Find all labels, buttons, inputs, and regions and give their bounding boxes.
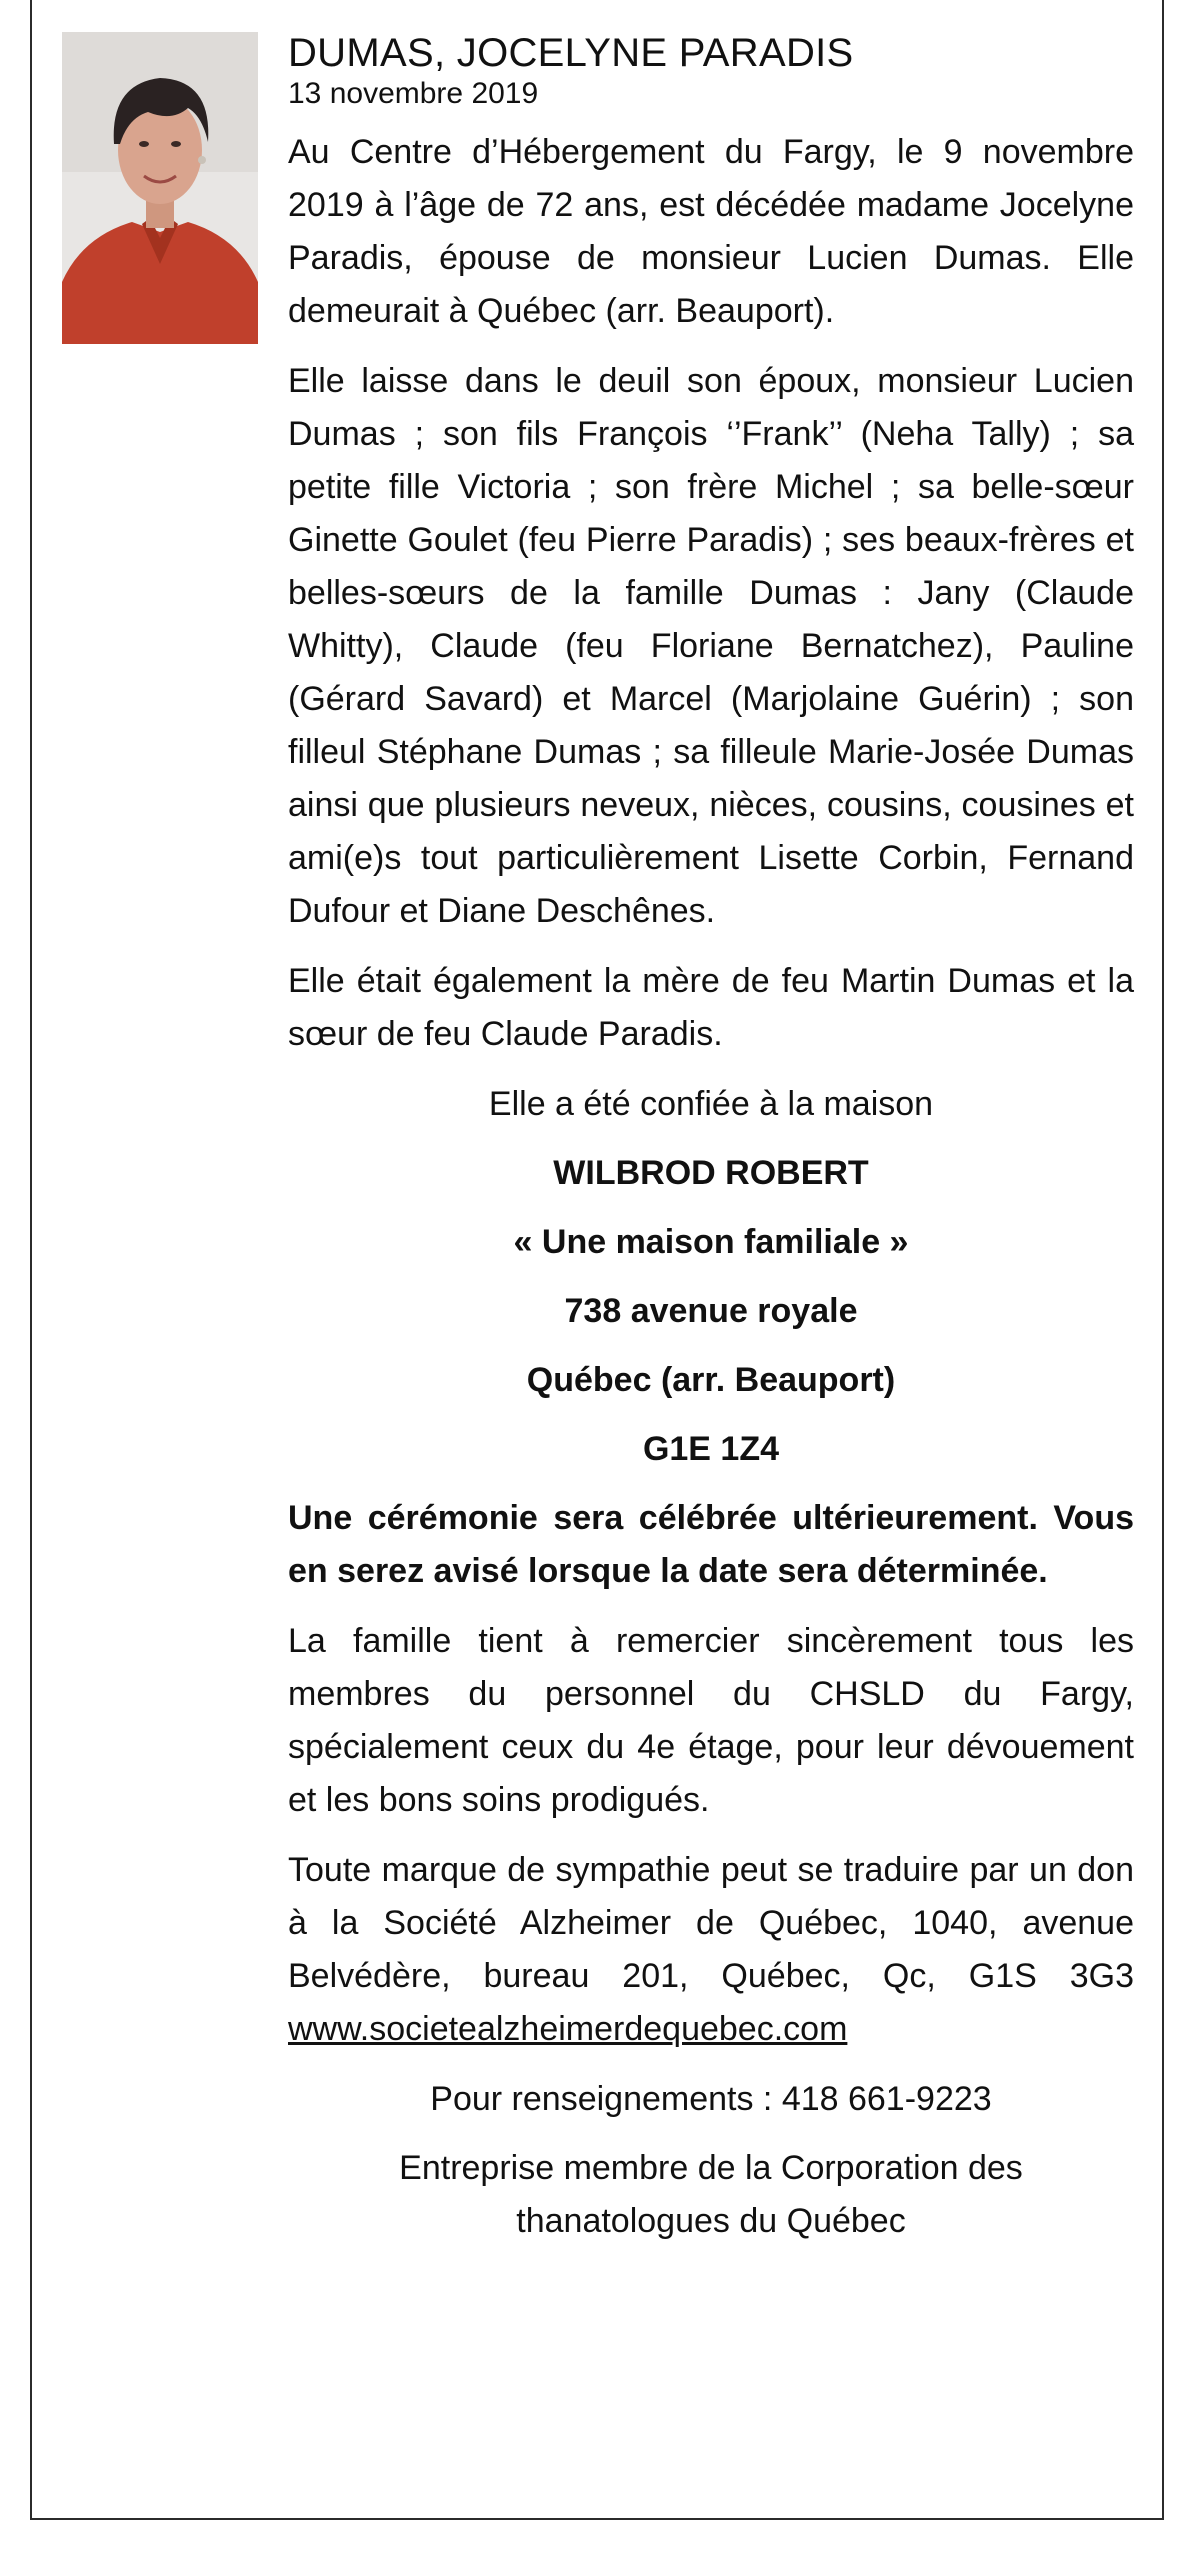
funeral-home-postal: G1E 1Z4 [642,1430,780,1468]
donation-text: Toute marque de sympathie peut se traduire par un don à la Société Alzheimer de Québec, 1040, avenue Belvédère, bureau 201, Québec, Qc, G1S 3G3 [288,1851,1134,1995]
donation-paragraph [288,1844,1134,2056]
funeral-home-address: 738 avenue royale [564,1292,858,1330]
funeral-home-slogan: « Une maison familiale » [513,1223,909,1261]
portrait-photo [62,32,258,344]
alzheimer-society-link[interactable]: www.societealzheimerdequebec.com [288,2010,848,2048]
membership-line-1: Entreprise membre de la Corporation des [399,2149,1023,2187]
portrait-icon [62,32,258,344]
publication-date: 13 novembre 2019 [288,77,539,110]
ceremony-notice: Une cérémonie sera célébrée ultérieurement. Vous en serez avisé lorsque la date sera déterminée. [288,1499,1134,1590]
membership-line-2: thanatologues du Québec [516,2202,906,2240]
membership-footer [288,2142,1134,2248]
funeral-home-name: WILBROD ROBERT [553,1154,869,1192]
thanks-paragraph: La famille tient à remercier sincèrement tous les membres du personnel du CHSLD du Fargy, spécialement ceux du 4e étage, pour leur dévouement et les bons soins prodigués. [288,1622,1134,1819]
survivors-paragraph: Elle laisse dans le deuil son époux, monsieur Lucien Dumas ; son fils François ‘’Frank’’ (Neha Tally) ; sa petite fille Victoria ; son frère Michel ; sa belle-sœur Ginette Goulet (feu Pierre Paradis) ; ses beaux-frères et belles-sœurs de la famille Dumas : Jany (Claude Whitty), Claude (feu Floriane Bernatchez), Pauline (Gérard Savard) et Marcel (Marjolaine Guérin) ; son filleul Stéphane Dumas ; sa filleule Marie-Josée Dumas ainsi que plusieurs neveux, nièces, cousins, cousines et ami(e)s tout particulièrement Lisette Corbin, Fernand Dufour et Diane Deschênes. [288,362,1134,930]
predeceased-paragraph: Elle était également la mère de feu Martin Dumas et la sœur de feu Claude Paradis. [288,962,1134,1053]
deceased-name: DUMAS, JOCELYNE PARADIS [288,31,854,75]
contact-info: Pour renseignements : 418 661-9223 [430,2080,992,2118]
obituary-content [288,30,1134,2248]
death-announcement: Au Centre d’Hébergement du Fargy, le 9 novembre 2019 à l’âge de 72 ans, est décédée madame Jocelyne Paradis, épouse de monsieur Lucien Dumas. Elle demeurait à Québec (arr. Beauport). [288,133,1134,330]
funeral-home-intro: Elle a été confiée à la maison [488,1085,934,1123]
funeral-home-city: Québec (arr. Beauport) [526,1361,896,1399]
